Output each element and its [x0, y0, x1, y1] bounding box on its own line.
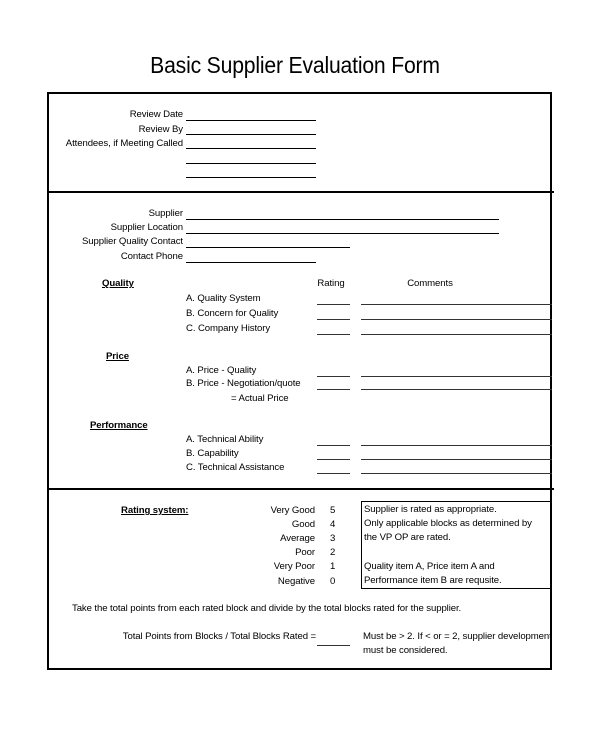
scale-score: 2: [330, 547, 336, 558]
supplier-field[interactable]: [186, 219, 499, 220]
quality-heading: Quality: [102, 278, 134, 289]
performance-b-comment[interactable]: [361, 459, 552, 460]
performance-b-rating[interactable]: [317, 459, 350, 460]
scale-label: Negative: [277, 576, 315, 587]
performance-c-rating[interactable]: [317, 473, 350, 474]
supplier-location-field[interactable]: [186, 233, 499, 234]
attendees-field-1[interactable]: [186, 148, 316, 149]
rating-column-header: Rating: [317, 278, 345, 289]
scale-score: 3: [330, 533, 336, 544]
rating-note: Performance item B are requsite.: [364, 575, 502, 586]
performance-item-b: B. Capability: [186, 448, 239, 459]
review-by-field[interactable]: [186, 134, 316, 135]
quality-a-rating[interactable]: [317, 304, 350, 305]
scale-label: Good: [291, 519, 315, 530]
price-b-comment[interactable]: [361, 389, 552, 390]
instruction-text: Take the total points from each rated block and divide by the total blocks rated for the supplier.: [72, 603, 462, 614]
contact-phone-field[interactable]: [186, 262, 316, 263]
price-heading: Price: [106, 351, 129, 362]
scale-label: Very Poor: [273, 561, 315, 572]
scale-label: Very Good: [270, 505, 315, 516]
rating-note: the VP OP are rated.: [364, 532, 451, 543]
performance-item-a: A. Technical Ability: [186, 434, 264, 445]
quality-b-rating[interactable]: [317, 319, 350, 320]
performance-heading: Performance: [90, 420, 148, 431]
quality-item-a: A. Quality System: [186, 293, 261, 304]
price-a-rating[interactable]: [317, 376, 350, 377]
rating-note: Only applicable blocks as determined by: [364, 518, 532, 529]
price-item-b: B. Price - Negotiation/quote: [186, 378, 301, 389]
supplier-contact-field[interactable]: [186, 247, 350, 248]
quality-c-rating[interactable]: [317, 334, 350, 335]
supplier-location-label: Supplier Location: [110, 222, 183, 233]
scale-label: Poor: [295, 547, 315, 558]
performance-a-rating[interactable]: [317, 445, 350, 446]
review-date-field[interactable]: [186, 120, 316, 121]
quality-item-c: C. Company History: [186, 323, 271, 334]
comments-column-header: Comments: [407, 278, 453, 289]
review-by-label: Review By: [138, 124, 183, 135]
rating-note: Quality item A, Price item A and: [364, 561, 495, 572]
quality-c-comment[interactable]: [361, 334, 552, 335]
attendees-label: Attendees, if Meeting Called: [65, 138, 183, 149]
performance-c-comment[interactable]: [361, 473, 552, 474]
scale-score: 0: [330, 576, 336, 587]
price-item-a: A. Price - Quality: [186, 365, 257, 376]
quality-a-comment[interactable]: [361, 304, 552, 305]
contact-phone-label: Contact Phone: [120, 251, 183, 262]
total-points-label: Total Points from Blocks / Total Blocks Rated =: [122, 631, 316, 642]
requirement-line-2: must be considered.: [363, 645, 448, 656]
performance-a-comment[interactable]: [361, 445, 552, 446]
review-date-label: Review Date: [129, 109, 183, 120]
scale-label: Average: [280, 533, 315, 544]
price-b-rating[interactable]: [317, 389, 350, 390]
price-a-comment[interactable]: [361, 376, 552, 377]
section-divider-2: [47, 488, 554, 490]
price-actual-label: = Actual Price: [231, 393, 289, 404]
total-points-field[interactable]: [317, 645, 350, 646]
supplier-contact-label: Supplier Quality Contact: [81, 236, 183, 247]
scale-score: 5: [330, 505, 336, 516]
scale-score: 1: [330, 561, 336, 572]
rating-note: Supplier is rated as appropriate.: [364, 504, 497, 515]
quality-b-comment[interactable]: [361, 319, 552, 320]
attendees-field-3[interactable]: [186, 177, 316, 178]
performance-item-c: C. Technical Assistance: [186, 462, 285, 473]
form-title: Basic Supplier Evaluation Form: [150, 52, 440, 78]
requirement-line-1: Must be > 2. If < or = 2, supplier development: [363, 631, 552, 642]
quality-item-b: B. Concern for Quality: [186, 308, 279, 319]
rating-system-heading: Rating system:: [121, 505, 189, 516]
scale-score: 4: [330, 519, 336, 530]
supplier-label: Supplier: [148, 208, 183, 219]
attendees-field-2[interactable]: [186, 163, 316, 164]
section-divider-1: [47, 191, 554, 193]
